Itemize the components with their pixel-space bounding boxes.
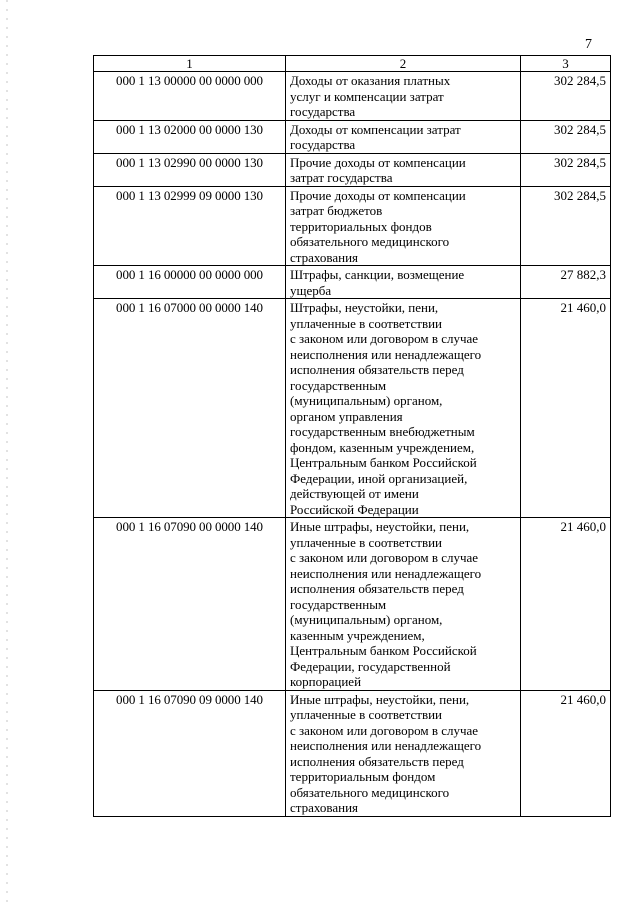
revenue-table: [93, 55, 611, 817]
budget-code: 000 1 13 02000 00 0000 130: [94, 120, 286, 153]
amount: 27 882,3: [521, 266, 611, 299]
budget-code: 000 1 13 00000 00 0000 000: [94, 72, 286, 121]
budget-code: 000 1 13 02990 00 0000 130: [94, 153, 286, 186]
table-row: [94, 299, 611, 518]
budget-code: 000 1 16 07090 00 0000 140: [94, 518, 286, 691]
amount: 21 460,0: [521, 690, 611, 816]
budget-code: 000 1 16 07090 09 0000 140: [94, 690, 286, 816]
budget-code: 000 1 13 02999 09 0000 130: [94, 186, 286, 266]
amount: 302 284,5: [521, 120, 611, 153]
table-row: [94, 690, 611, 816]
income-description: Штрафы, неустойки, пени, уплаченные в соответствии с законом или договором в случае неисполнения или ненадлежащего исполнения обязательств перед государственным (муниципальным) органом, органом управления государственным внебюджетным фондом, казенным учреждением, Центральным банком Российской Федерации, иной организацией, действующей от имени Российской Федерации: [286, 299, 521, 518]
table-row: [94, 518, 611, 691]
income-description: Штрафы, санкции, возмещение ущерба: [286, 266, 521, 299]
amount: 302 284,5: [521, 72, 611, 121]
income-description: Иные штрафы, неустойки, пени, уплаченные в соответствии с законом или договором в случае неисполнения или ненадлежащего исполнения обязательств перед государственным (муниципальным) органом, казенным учреждением, Центральным банком Российской Федерации, государственной корпорацией: [286, 518, 521, 691]
table-row: [94, 153, 611, 186]
table-header-row: [94, 56, 611, 72]
amount: 21 460,0: [521, 518, 611, 691]
budget-code: 000 1 16 00000 00 0000 000: [94, 266, 286, 299]
amount: 302 284,5: [521, 186, 611, 266]
column-number-3: 3: [521, 56, 611, 72]
income-description: Доходы от оказания платных услуг и компенсации затрат государства: [286, 72, 521, 121]
page-number: 7: [585, 37, 592, 52]
table-row: [94, 120, 611, 153]
amount: 302 284,5: [521, 153, 611, 186]
income-description: Прочие доходы от компенсации затрат бюджетов территориальных фондов обязательного медицинского страхования: [286, 186, 521, 266]
table-row: [94, 266, 611, 299]
income-description: Доходы от компенсации затрат государства: [286, 120, 521, 153]
scan-edge-artifact: [6, 0, 8, 905]
column-number-2: 2: [286, 56, 521, 72]
column-number-1: 1: [94, 56, 286, 72]
table-row: [94, 72, 611, 121]
table-row: [94, 186, 611, 266]
amount: 21 460,0: [521, 299, 611, 518]
income-description: Прочие доходы от компенсации затрат государства: [286, 153, 521, 186]
income-description: Иные штрафы, неустойки, пени, уплаченные в соответствии с законом или договором в случае неисполнения или ненадлежащего исполнения обязательств перед территориальным фондом обязательного медицинского страхования: [286, 690, 521, 816]
budget-code: 000 1 16 07000 00 0000 140: [94, 299, 286, 518]
